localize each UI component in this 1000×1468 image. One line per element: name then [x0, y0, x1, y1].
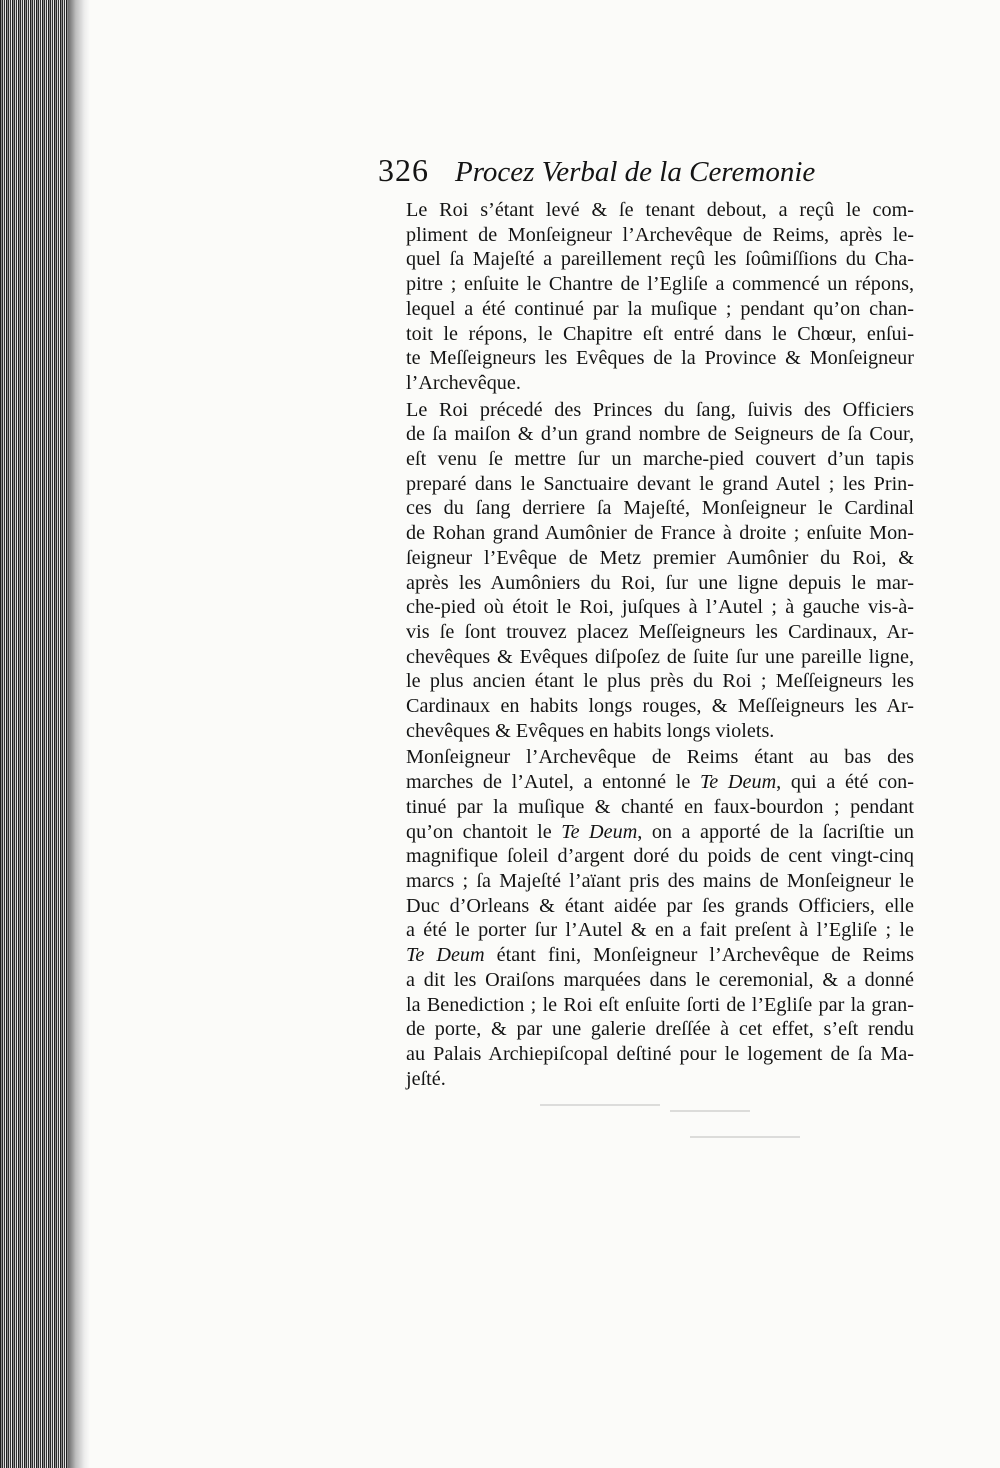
text-line: Monſeigneur l’Archevêque de Reims étant au bas des — [406, 746, 914, 769]
book-page-edge — [0, 0, 68, 1468]
text-line: preparé dans le Sanctuaire devant le grand Autel ; les Prin- — [406, 472, 914, 495]
text-line: ces du ſang derriere ſa Majeſté, Monſeigneur le Cardinal — [406, 497, 914, 520]
show-through-marks — [370, 1096, 890, 1148]
text-line: jeſté. — [406, 1067, 446, 1090]
text-line: qu’on chantoit le Te Deum, on a apporté de la ſacriſtie un — [406, 820, 915, 843]
text-line: lequel a été continué par la muſique ; pendant qu’on chan- — [406, 297, 914, 320]
text-line: te Meſſeigneurs les Evêques de la Province & Monſeigneur — [406, 347, 914, 370]
text-line: de ſa maiſon & d’un grand nombre de Seigneurs de ſa Cour, — [406, 423, 914, 446]
text-line: Te Deum étant fini, Monſeigneur l’Archevêque de Reims — [406, 944, 915, 967]
text-line: marcs ; ſa Majeſté l’aïant pris des mains de Monſeigneur le — [406, 869, 914, 892]
body-text — [366, 198, 914, 1091]
text-line: Le Roi s’étant levé & ſe tenant debout, a reçû le com- — [406, 199, 914, 221]
text-line: Cardinaux en habits longs rouges, & Meſſeigneurs les Ar- — [406, 695, 914, 718]
text-line: chevêques & Evêques en habits longs violets. — [406, 719, 775, 742]
text-line: tinué par la muſique & chanté en faux-bourdon ; pendant — [406, 795, 914, 818]
paragraph-3 — [366, 745, 914, 1091]
text-line: de Rohan grand Aumônier de France à droite ; enſuite Mon- — [406, 522, 914, 545]
text-line: che-pied où étoit le Roi, juſques à l’Autel ; à gauche vis-à- — [406, 596, 914, 619]
text-line: chevêques & Evêques diſpoſez de ſuite ſur une pareille ligne, — [406, 645, 914, 668]
text-line: vis ſe ſont trouvez placez Meſſeigneurs les Cardinaux, Ar- — [406, 620, 914, 643]
text-line: de porte, & par une galerie dreſſée à cet effet, s’eſt rendu — [406, 1018, 914, 1041]
text-line: magnifique ſoleil d’argent doré du poids de cent vingt-cinq — [406, 845, 914, 868]
text-line: pitre ; enſuite le Chantre de l’Egliſe a commencé un répons, — [406, 273, 914, 296]
text-line: Le Roi précedé des Princes du ſang, ſuivis des Officiers — [406, 398, 914, 421]
paragraph-1 — [366, 198, 914, 396]
text-line: Duc d’Orleans & étant aidée par ſes grands Officiers, elle — [406, 894, 914, 917]
text-line: eſt venu ſe mettre ſur un marche-pied couvert d’un tapis — [406, 448, 914, 471]
text-line: la Benediction ; le Roi eſt enſuite ſorti de l’Egliſe par la gran- — [406, 993, 914, 1016]
text-line: le plus ancien étant le plus près du Roi ; Meſſeigneurs les — [406, 670, 914, 693]
gutter-shadow — [68, 0, 90, 1468]
text-line: pliment de Monſeigneur l’Archevêque de Reims, après le- — [406, 223, 914, 246]
text-line: a dit les Oraiſons marquées dans le ceremonial, & a donné — [406, 968, 914, 991]
running-head — [378, 152, 828, 196]
text-line: au Palais Archiepiſcopal deſtiné pour le logement de ſa Ma- — [406, 1042, 914, 1065]
running-title: Procez Verbal de la Ceremonie — [455, 156, 816, 188]
text-line: toit le répons, le Chapitre eſt entré dans le Chœur, enſui- — [406, 322, 914, 345]
text-line: quel ſa Majeſté a pareillement reçû les ſoûmiſſions du Cha- — [406, 248, 914, 271]
text-line: marches de l’Autel, a entonné le Te Deum, qui a été con- — [406, 771, 915, 794]
text-line: a été le porter ſur l’Autel & en a fait preſent à l’Egliſe ; le — [406, 919, 914, 942]
text-line: après les Aumôniers du Roi, ſur une ligne depuis le mar- — [406, 571, 914, 594]
text-line: l’Archevêque. — [406, 371, 521, 394]
paragraph-2 — [366, 398, 914, 744]
page-number: 326 — [378, 152, 429, 188]
text-line: ſeigneur l’Evêque de Metz premier Aumônier du Roi, & — [406, 546, 914, 569]
